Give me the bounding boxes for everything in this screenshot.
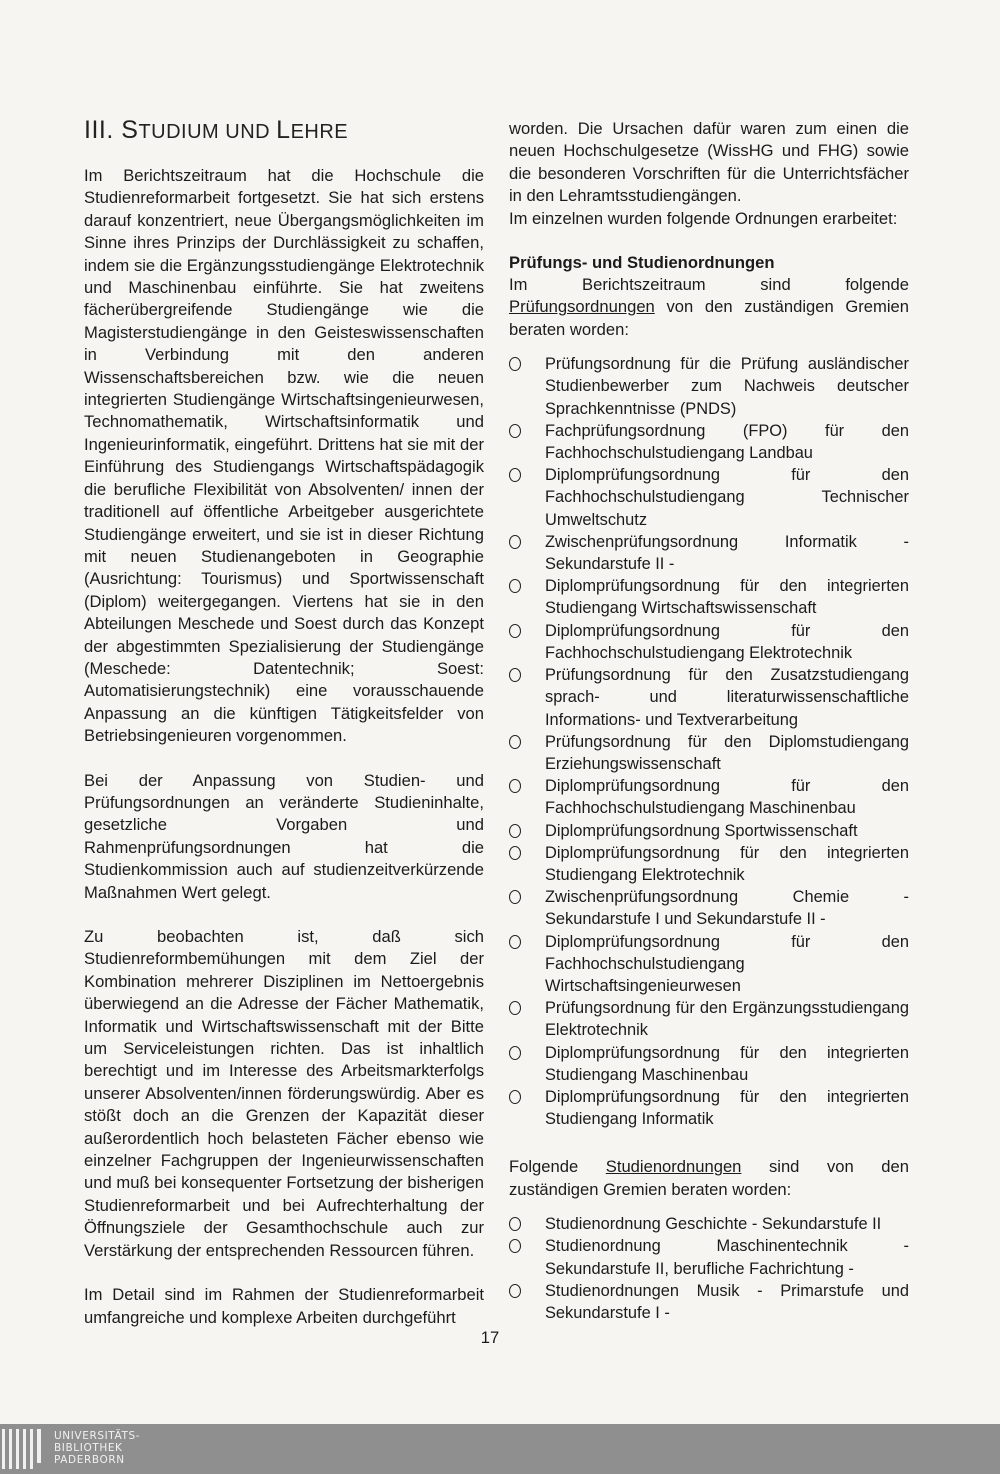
list-item: [509, 731, 909, 775]
list-item: [509, 1235, 909, 1279]
list-item: [509, 575, 909, 619]
bullet-circle-icon: [509, 824, 521, 838]
library-line: UNIVERSITÄTS-: [54, 1430, 141, 1442]
list-item-text: Diplomprüfungsordnung für den Fachhochschulstudiengang Maschinenbau: [545, 777, 909, 818]
list-item-text: Studienordnung Geschichte - Sekundarstufe II: [545, 1215, 882, 1234]
list-item: [509, 775, 909, 819]
section-numeral: III.: [84, 116, 114, 144]
studien-list: [509, 1213, 909, 1324]
bullet-circle-icon: [509, 1239, 521, 1253]
list-item-text: Zwischenprüfungsordnung Informatik - Sekundarstufe II -: [545, 532, 909, 574]
list-item-text: Diplomprüfungsordnung für den Fachhochschulstudiengang Elektrotechnik: [545, 621, 909, 662]
list-item: [509, 820, 909, 842]
paragraph: Zu beobachten ist, daß sich Studienreformbemühungen mit dem Ziel der Kombination mehrerer Disziplinen im Nettoergebnis überwiegend an die Adresse der Fächer Mathematik, Informatik und Wirtschaftswissenschaft mit der Bitte um Serviceleistungen richten. Das ist inhaltlich berechtigt und im Interesse des Arbeitsmarkterfolgs unserer Absolventen/innen förderungswürdig. Aber es stößt doch an die Grenzen der Kapazität dieser außerordentlich hoch belasteten Fächer ebenso wie einzelner Fachgruppen der Ingenieurwissenschaften und muß bei konsequenter Fortsetzung der bisherigen Studienreformarbeit und bei Aufrechterhaltung der Öffnungsziele der Gesamthochschule auch zur Verstärkung der entsprechenden Ressourcen führen.: [84, 927, 484, 1260]
list-item: [509, 531, 909, 575]
intro-text: sind von den zuständigen Gremien beraten worden:: [509, 1157, 909, 1199]
bullet-circle-icon: [509, 935, 521, 949]
bullet-circle-icon: [509, 468, 521, 482]
heading-small-1: TUDIUM UND: [138, 121, 277, 143]
bullet-circle-icon: [509, 846, 521, 860]
bullet-circle-icon: [509, 1090, 521, 1104]
library-line: BIBLIOTHEK: [54, 1442, 123, 1454]
list-item-text: Prüfungsordnung für den Diplomstudiengang Erziehungswissenschaft: [545, 732, 909, 773]
list-item: [509, 1213, 909, 1235]
list-item: [509, 1086, 909, 1130]
list-item: [509, 1280, 909, 1324]
list-item-text: Diplomprüfungsordnung für den integrierten Studiengang Maschinenbau: [545, 1043, 909, 1084]
list-item: [509, 464, 909, 531]
bullet-circle-icon: [509, 357, 521, 371]
list-item: [509, 1042, 909, 1086]
list-item-text: Studienordnung Maschinentechnik - Sekundarstufe II, berufliche Fachrichtung -: [545, 1237, 909, 1278]
list-item: [509, 420, 909, 464]
right-column: [509, 118, 909, 1324]
list-item-text: Studienordnungen Musik - Primarstufe und Sekundarstufe I -: [545, 1281, 909, 1322]
list-item: [509, 353, 909, 420]
bullet-circle-icon: [509, 1001, 521, 1015]
heading-cap-l: L: [276, 116, 291, 144]
left-column: [84, 116, 484, 1329]
bullet-circle-icon: [509, 668, 521, 682]
list-item-text: Prüfungsordnung für die Prüfung ausländischer Studienbewerber zum Nachweis deutscher Sprachkenntnisse (PNDS): [545, 355, 909, 418]
studien-intro: [509, 1156, 909, 1201]
list-item-text: Prüfungsordnung für den Ergänzungsstudiengang Elektrotechnik: [545, 999, 909, 1040]
list-item: [509, 997, 909, 1041]
barcode-logo-icon: [0, 1429, 46, 1469]
bullet-circle-icon: [509, 735, 521, 749]
list-item-text: Diplomprüfungsordnung für den integrierten Studiengang Elektrotechnik: [545, 843, 909, 884]
list-item: [509, 931, 909, 998]
list-item-text: Diplomprüfungsordnung Sportwissenschaft: [545, 821, 858, 840]
list-item-text: Diplomprüfungsordnung für den integrierten Studiengang Informatik: [545, 1087, 909, 1129]
list-item: [509, 886, 909, 930]
paragraph: worden. Die Ursachen dafür waren zum einen die neuen Hochschulgesetze (WissHG und FHG) sowie die besonderen Vorschriften für die Unterrichtsfächer in den Lehramtsstudiengängen.: [509, 119, 909, 206]
bullet-circle-icon: [509, 890, 521, 904]
list-item-text: Diplomprüfungsordnung für den Fachhochschulstudiengang Wirtschaftsingenieurwesen: [545, 932, 909, 995]
list-item: [509, 620, 909, 664]
library-line: PADERBORN: [54, 1454, 125, 1466]
bullet-circle-icon: [509, 579, 521, 593]
library-footer: [0, 1424, 1000, 1474]
paragraph: Im Berichtszeitraum hat die Hochschule die Studienreformarbeit fortgesetzt. Sie hat sich erstens darauf konzentriert, neue Übergangsmöglichkeiten im Sinne ihres Prinzips der Durchlässigkeit zu schaffen, indem sie die Ergänzungsstudiengänge Elektrotechnik und Maschinenbau einführte. Sie hat zweitens fächerübergreifende Studiengänge wie die Magisterstudiengänge in den Geisteswissenschaften in Verbindung mit den anderen Wissenschaftsbereichen bzw. wie die neuen integrierten Studiengänge Wirtschaftsingenieurwesen, Technomathematik, Wirtschaftsinformatik und Ingenieurinformatik, eingeführt. Drittens hat sie mit der Einführung des Studiengangs Wirtschaftspädagogik die berufliche Flexibilität von Absolventen/ innen der traditionell auf öffentliche Arbeitgeber ausgerichtete Studiengänge erweitert, und sie ist in dieser Richtung mit neuen Studienangeboten in Geographie (Ausrichtung: Tourismus) und Sportwissenschaft (Diplom) weitergegangen. Viertens hat sie in den Abteilungen Meschede und Soest durch das Konzept der abgestimmten Spezialisierung der Studiengänge (Meschede: Datentechnik; Soest: Automatisierungstechnik) eine vorausschauende Anpassung an die künftigen Tätigkeitsfelder von Betriebsingenieuren vorgenommen.: [84, 166, 484, 746]
list-item-text: Prüfungsordnung für den Zusatzstudiengang sprach- und literaturwissenschaftliche Informations- und Textverarbeitung: [545, 666, 909, 729]
bullet-circle-icon: [509, 424, 521, 438]
page-number: 17: [480, 1328, 500, 1347]
subheading-pruefung: Prüfungs- und Studienordnungen: [509, 253, 775, 273]
bullet-circle-icon: [509, 779, 521, 793]
bullet-circle-icon: [509, 1217, 521, 1231]
bullet-circle-icon: [509, 1046, 521, 1060]
intro-text: Im Berichtszeitraum sind folgende: [509, 275, 909, 295]
heading-cap-s: S: [121, 116, 139, 144]
list-item: [509, 842, 909, 886]
pruefung-list: [509, 353, 909, 1130]
section-heading: [84, 116, 484, 145]
list-item: [509, 664, 909, 731]
library-name: [54, 1430, 140, 1466]
bullet-circle-icon: [509, 1284, 521, 1298]
list-item-text: Zwischenprüfungsordnung Chemie - Sekundarstufe I und Sekundarstufe II -: [545, 888, 909, 929]
list-item-text: Fachprüfungsordnung (FPO) für den Fachhochschulstudiengang Landbau: [545, 421, 909, 463]
paragraph: Bei der Anpassung von Studien- und Prüfungsordnungen an veränderte Studieninhalte, gesetzliche Vorgaben und Rahmenprüfungsordnungen hat die Studienkommission auch auf studienzeitverkürzende Maßnahmen Wert gelegt.: [84, 770, 484, 902]
bullet-circle-icon: [509, 535, 521, 549]
list-item-text: Diplomprüfungsordnung für den integrierten Studiengang Wirtschaftswissenschaft: [545, 577, 909, 618]
bullet-circle-icon: [509, 624, 521, 638]
paragraph: Im Detail sind im Rahmen der Studienreformarbeit umfangreiche und komplexe Arbeiten durchgeführt: [84, 1285, 484, 1327]
underlined-term: Prüfungsordnungen: [509, 297, 655, 317]
pruefung-intro: [509, 274, 909, 341]
intro-text: Folgende: [509, 1157, 606, 1177]
paragraph: Im einzelnen wurden folgende Ordnungen erarbeitet:: [509, 208, 898, 228]
heading-small-2: EHRE: [290, 121, 349, 143]
list-item-text: Diplomprüfungsordnung für den Fachhochschulstudiengang Technischer Umweltschutz: [545, 466, 909, 529]
intro-text: von den zuständigen Gremien beraten worden:: [509, 297, 909, 339]
underlined-term: Studienordnungen: [605, 1157, 742, 1177]
